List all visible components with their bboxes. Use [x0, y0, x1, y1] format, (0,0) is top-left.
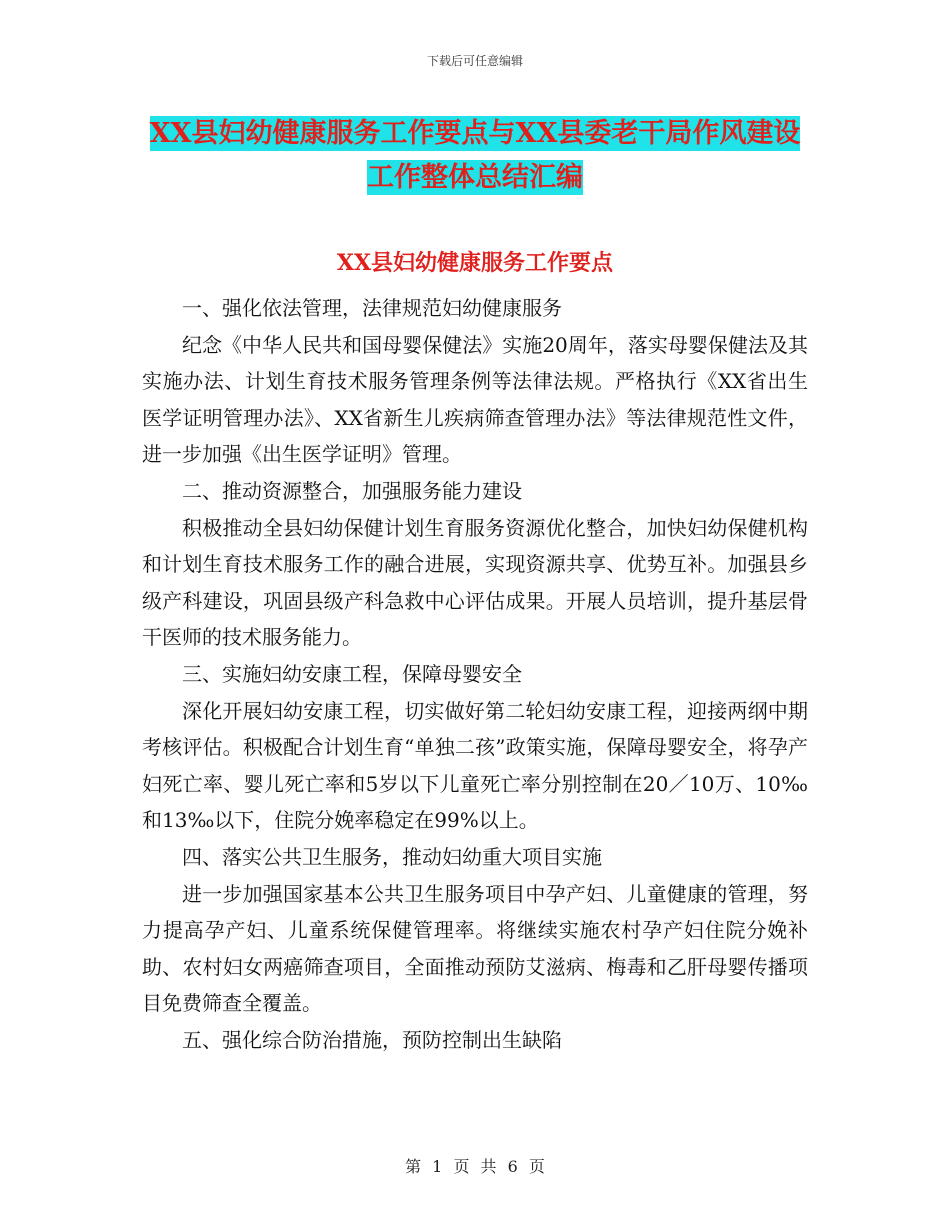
page-footer: 第 1 页 共 6 页: [405, 1157, 545, 1176]
document-body: [142, 290, 808, 1058]
document-title: [0, 112, 950, 200]
title-line-2: 工作整体总结汇编: [367, 162, 583, 193]
header-note: 下载后可任意编辑: [426, 54, 523, 68]
section-heading: 一、强化依法管理，法律规范妇幼健康服务: [182, 296, 562, 320]
section-heading: 二、推动资源整合，加强服务能力建设: [182, 478, 522, 503]
body-paragraph: 深化开展妇幼安康工程，切实做好第二轮妇幼安康工程，迎接两纲中期考核评估。积极配合计划生育“单独二孩”政策实施，保障母婴安全，将孕产妇死亡率、婴儿死亡率和5岁以下儿童死亡率分别控制在20／10万、10‰和13‰以下，住院分娩率稳定在99%以上。: [142, 698, 808, 833]
section-heading: 五、强化综合防治措施，预防控制出生缺陷: [182, 1027, 562, 1052]
section-heading: 三、实施妇幼安康工程，保障母婴安全: [182, 661, 522, 686]
title-line-1: XX县妇幼健康服务工作要点与XX县委老干局作风建设: [149, 118, 801, 149]
section-title: XX县妇幼健康服务工作要点: [336, 250, 614, 276]
section-heading: 四、落实公共卫生服务，推动妇幼重大项目实施: [182, 844, 602, 869]
body-paragraph: 纪念《中华人民共和国母婴保健法》实施20周年，落实母婴保健法及其实施办法、计划生育技术服务管理条例等法律法规。严格执行《XX省出生医学证明管理办法》、XX省新生儿疾病筛查管理办法》等法律规范性文件，进一步加强《出生医学证明》管理。: [142, 332, 808, 467]
body-paragraph: 积极推动全县妇幼保健计划生育服务资源优化整合，加快妇幼保健机构和计划生育技术服务工作的融合进展，实现资源共享、优势互补。加强县乡级产科建设，巩固县级产科急救中心评估成果。开展人员培训，提升基层骨干医师的技术服务能力。: [142, 515, 808, 650]
body-paragraph: 进一步加强国家基本公共卫生服务项目中孕产妇、儿童健康的管理，努力提高孕产妇、儿童系统保健管理率。将继续实施农村孕产妇住院分娩补助、农村妇女两癌筛查项目，全面推动预防艾滋病、梅毒和乙肝母婴传播项目免费筛查全覆盖。: [142, 881, 808, 1016]
